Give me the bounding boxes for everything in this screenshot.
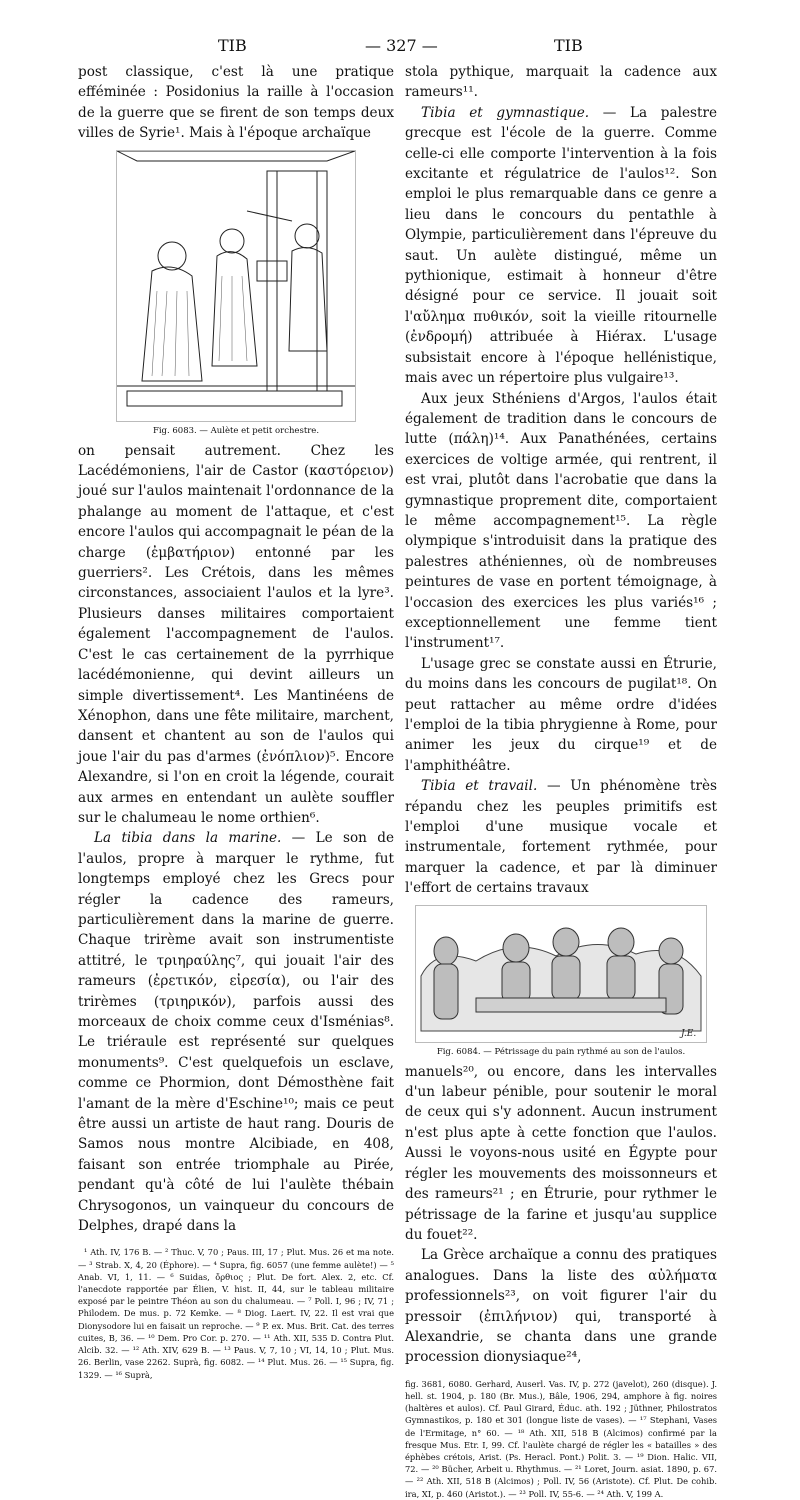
footnotes xyxy=(405,1378,717,1500)
paragraph xyxy=(405,103,717,389)
paragraph-text: — Un phénomène très répandu chez les peuples primitifs est l'emploi d'une musique vocale et instrumentale, fortement rythmée, pour marquer la cadence, et par là diminuer l'effort de certains travaux xyxy=(405,778,717,897)
paragraph: L'usage grec se constate aussi en Étrurie, du moins dans les concours de pugilat¹⁸. On peut rattacher au même ordre d'idées l'emploi de la tibia phrygienne à Rome, pour animer les jeux du cirque¹⁹ et de l'amphithéâtre. xyxy=(405,655,717,774)
paragraph: manuels²⁰, ou encore, dans les intervalles d'un labeur pénible, pour soutenir le moral de ceux qui s'y adonnent. Aucun instrument n'est plus apte à cette fonction que l'aulos. Aussi le voyons-nous usité en Égypte pour régler les mouvements des moissonneurs et des rameurs²¹ ; en Étrurie, pour rythmer le pétrissage de la farine et jusqu'au supplice du fouet²². xyxy=(405,1063,717,1243)
paragraph: Aux jeux Sthéniens d'Argos, l'aulos était également de tradition dans le concours de lutte (πάλη)¹⁴. Aux Panathénées, certains exercices de voltige armée, qui rentrent, il est vrai, plutôt dans l'acrobatie que dans la gymnastique proprement dite, comportaient le même accompagnement¹⁵. La règle olympique s'introduisit dans la pratique des palestres athéniennes, où de nombreuses peintures de vase en portent témoignage, à l'occasion des exercices les plus variés¹⁶ ; exceptionnellement une femme tient l'instrument¹⁷. xyxy=(405,390,717,652)
right-column xyxy=(405,62,717,1500)
footnotes xyxy=(78,1246,394,1380)
footnote-text: ¹ Ath. IV, 176 B. — ² Thuc. V, 70 ; Paus. III, 17 ; Plut. Mus. 26 et ma note. — ³ Strab. X, 4, 20 (Éphore). — ⁴ Supra, fig. 6057 (une femme aulète!) — ⁵ Anab. VI, 1, 11. — ⁶ Suidas, ὄρθιος ; Plut. De fort. Alex. 2, etc. Cf. l'anecdote rapportée par Élien, V. hist. II, 44, sur le tableau militaire exposé par le peintre Théon au son du chalumeau. — ⁷ Poll. I, 96 ; IV, 71 ; Philodem. De mus. p. 72 Kemke. — ⁸ Diog. Laert. IV, 22. Il est vrai que Dionysodore lui en faisait un reproche. — ⁹ P. ex. Mus. Brit. Cat. des terres cuites, B, 36. — ¹⁰ Dem. Pro Cor. p. 270. — ¹¹ Ath. XII, 535 D. Contra Plut. Alcib. 32. — ¹² Ath. XIV, 629 B. — ¹³ Paus. V, 7, 10 ; VI, 14, 10 ; Plut. Mus. 26. Berlin, vase 2262. Suprà, fig. 6082. — ¹⁴ Plut. Mus. 26. — ¹⁵ Supra, fig. 1329. — ¹⁶ Suprà, xyxy=(78,1247,394,1380)
figure-6083 xyxy=(78,150,394,437)
section-heading: Tibia et travail. xyxy=(421,778,538,795)
paragraph: post classique, c'est là une pratique efféminée : Posidonius la raille à l'occasion de la guerre que se firent de son temps deux villes de Syrie¹. Mais à l'époque archaïque xyxy=(78,64,394,142)
header-left: TIB xyxy=(218,36,247,55)
engraver-signature: J.E. xyxy=(681,1028,697,1039)
section-heading: La tibia dans la marine. xyxy=(94,830,282,847)
paragraph: on pensait autrement. Chez les Lacédémoniens, l'air de Castor (καστόρειον) joué sur l'aulos maintenait l'ordonnance de la phalange au moment de l'attaque, et c'est encore l'aulos qui accompagnait le péan de la charge (ἐμβατήριον) entonné par les guerriers². Les Crétois, dans les mêmes circonstances, associaient l'aulos et la lyre³. Plusieurs danses militaires comportaient également l'accompagnement de l'aulos. C'est le cas certainement de la pyrrhique lacédémonienne, qui devint ailleurs un simple divertissement⁴. Les Mantinéens de Xénophon, dans une fête militaire, marchent, dansent et chantent au son de l'aulos qui joue l'air du pas d'armes (ἐνόπλιον)⁵. Encore Alexandre, si l'on en croit la légende, courait aux armes en entendant un aulète souffler sur le chalumeau le nome orthien⁶. xyxy=(78,442,394,826)
paragraph-text: — La palestre grecque est l'école de la guerre. Comme celle-ci elle comporte l'intervention à la fois excitante et régulatrice de l'aulos¹². Son emploi le plus remarquable dans ce genre a lieu dans le concours du pentathle à Olympie, particulièrement dans l'épreuve du saut. Un aulète distingué, même un pythionique, estimait à honneur d'être désigné pour ce service. Il jouait soit l'αὔλημα πυθικόν, soit la vieille ritournelle (ἐνδρομή) attribuée à Hiérax. L'usage subsistait encore à l'époque hellénistique, mais avec un répertoire plus vulgaire¹³. xyxy=(405,104,717,387)
footnote-text: fig. 3681, 6080. Gerhard, Auserl. Vas. IV, p. 272 (javelot), 260 (disque). J. hell. st. 1904, p. 180 (Br. Mus.), Bâle, 1906, 294, amphore à fig. noires (haltères et aulos). Cf. Paul Girard, Éduc. ath. 192 ; Jüthner, Philostratos Gymnastikos, p. 180 et 301 (longue liste de vases). — ¹⁷ Stephani, Vases de l'Ermitage, n° 60. — ¹⁸ Ath. XII, 518 B (Alcimos) confirmé par la fresque Mus. Etr. I, 99. Cf. l'aulète chargé de régler les « batailles » des éphèbes crétois, Arist. (Ps. Heracl. Pont.) Polit. 3. — ¹⁹ Dion. Halic. VII, 72. — ²⁰ Bücher, Arbeit u. Rhythmus. — ²¹ Loret, Journ. asiat. 1890, p. 67. — ²² Ath. XII, 518 B (Alcimos) ; Poll. IV, 56 (Aristote). Cf. Plut. De cohib. ira, XI, p. 460 (Aristot.). — ²³ Poll. IV, 55-6. — ²⁴ Ath. V, 199 A. xyxy=(405,1378,717,1499)
paragraph xyxy=(78,828,394,1236)
page-number: — 327 — xyxy=(365,36,438,55)
section-heading: Tibia et gymnastique. xyxy=(421,104,590,121)
figure-6084 xyxy=(405,905,717,1058)
paragraph: La Grèce archaïque a connu des pratiques analogues. Dans la liste des αὐλήματα professionnels²³, on voit figurer l'air du pressoir (ἐπιλήνιον) qui, transporté à Alexandrie, se chanta dans une grande procession dionysiaque²⁴, xyxy=(405,1247,717,1366)
paragraph-text: — Le son de l'aulos, propre à marquer le rythme, fut longtemps employé chez les Grecs pour régler la cadence des rameurs, particulièrement dans la marine de guerre. Chaque trirème avait son instrumentiste attitré, le τριηραύλης⁷, qui jouait l'air des rameurs (ἐρετικόν, εἰρεσία), ou l'air des trirèmes (τριηρικόν), parfois aussi des morceaux de choix comme ceux d'Isménias⁸. Le triéraule est représenté sur quelques monuments⁹. C'est quelquefois un esclave, comme ce Phormion, dont Démosthène fait l'amant de la mère d'Eschine¹⁰; mais ce peut être aussi un artiste de haut rang. Douris de Samos nous montre Alcibiade, en 408, faisant son entrée triomphale au Pirée, pendant qu'à côté de lui l'aulète thébain Chrysogonos, un vainqueur du concours de Delphes, drapé dans la xyxy=(78,830,394,1235)
header-right: TIB xyxy=(554,36,583,55)
paragraph xyxy=(405,776,717,898)
figure-caption: Fig. 6084. — Pétrissage du pain rythmé au son de l'aulos. xyxy=(436,1046,686,1057)
bread-kneading-terracotta xyxy=(415,905,707,1043)
aulete-orchestra-engraving xyxy=(116,150,356,422)
running-header xyxy=(0,36,800,56)
left-column xyxy=(78,62,394,1381)
figure-caption: Fig. 6083. — Aulète et petit orchestre. xyxy=(152,425,320,436)
paragraph: stola pythique, marquait la cadence aux rameurs¹¹. xyxy=(405,64,717,101)
